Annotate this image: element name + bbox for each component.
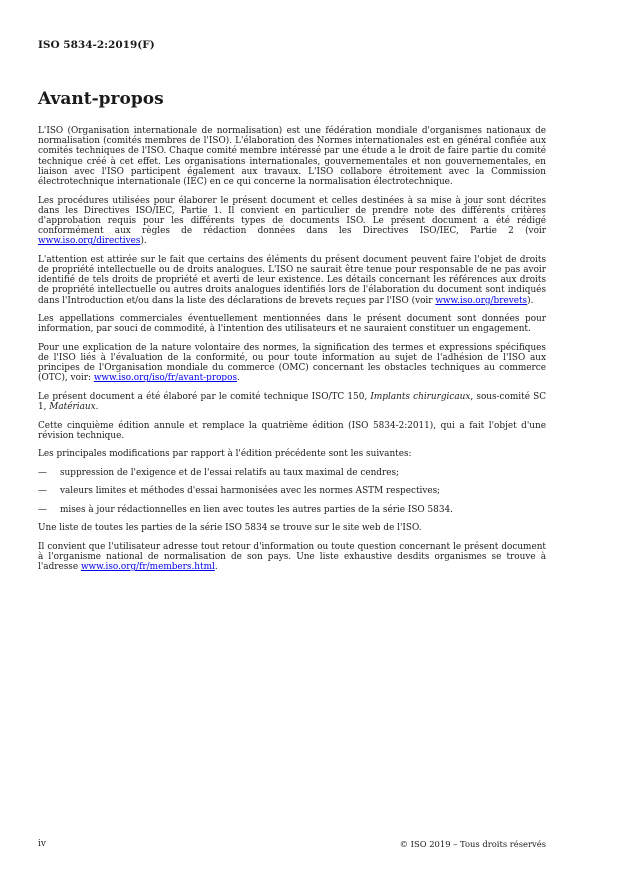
paragraph-text: L'attention est attirée sur le fait que certains des éléments du présent document peuvent faire l'objet de droits de propriété intellectuelle ou de droits analogues. L'ISO ne saurait être tenue pour responsable de ne pas avoir identifié de tels droits de propriété et averti de leur existence. Les détails concernant les références aux droits de propriété intellectuelle ou autres droits analogues identifiés lors de l'élaboration du document sont indiqués dans l'Introduction et/ou dans la liste des déclarations de brevets reçues par l'ISO (voir — [38, 254, 546, 306]
foreword-link[interactable]: www.iso.org/iso/fr/avant-propos — [93, 373, 237, 384]
list-item — [38, 468, 546, 478]
paragraph-patents — [38, 255, 546, 306]
paragraph-end: . — [237, 373, 240, 384]
paragraph-feedback — [38, 542, 546, 573]
members-link[interactable]: www.iso.org/fr/members.html — [80, 562, 215, 573]
paragraph-end: . — [95, 402, 99, 413]
dash-bullet: — — [38, 486, 47, 497]
paragraph-committee — [38, 392, 546, 412]
page-title: Avant-propos — [38, 89, 164, 109]
paragraph-voluntary-nature — [38, 343, 546, 384]
copyright-notice: © ISO 2019 – Tous droits réservés — [399, 839, 546, 849]
paragraph-end: ). — [527, 295, 534, 306]
list-item-text: mises à jour rédactionnelles en lien avec toutes les autres parties de la série ISO 5834. — [60, 504, 453, 515]
directives-link[interactable]: www.iso.org/directives — [38, 236, 141, 247]
list-item-text: valeurs limites et méthodes d'essai harmonisées avec les normes ASTM respectives; — [60, 486, 441, 497]
paragraph-text: Il convient que l'utilisateur adresse tout retour d'information ou toute question concernant le présent document à l'organisme national de normalisation de son pays. Une liste exhaustive desdits organismes se trouve à l'adresse — [38, 541, 546, 573]
paragraph-iso-intro: L'ISO (Organisation internationale de normalisation) est une fédération mondiale d'organismes nationaux de normalisation (comités membres de l'ISO). L'élaboration des Normes internationales est en général confiée aux comités techniques de l'ISO. Chaque comité membre intéressé par une étude a le droit de faire partie du comité technique créé à cet effet. Les organisations internationales, gouvernementales et non gouvernementales, en liaison avec l'ISO participent également aux travaux. L'ISO collabore étroitement avec la Commission électrotechnique internationale (IEC) en ce qui concerne la normalisation électrotechnique. — [38, 126, 546, 188]
list-item-text: suppression de l'exigence et de l'essai relatifs au taux maximal de cendres; — [60, 467, 400, 478]
patents-link[interactable]: www.iso.org/brevets — [435, 295, 528, 306]
paragraph-changes-intro: Les principales modifications par rapport à l'édition précédente sont les suivantes: — [38, 449, 412, 460]
paragraph-text: Les procédures utilisées pour élaborer le présent document et celles destinées à sa mise à jour sont décrites dans les Directives ISO/IEC, Partie 1. Il convient en particulier de prendre note des différents critères d'approbation requis pour les différents types de documents ISO. Le présent document a été rédigé conformément aux règles de rédaction données dans les Directives ISO/IEC, Partie 2 (voir — [38, 195, 546, 237]
paragraph-procedures — [38, 196, 546, 247]
paragraph-text: Le présent document a été élaboré par le comité technique ISO/TC 150, — [38, 391, 371, 402]
paragraph-end: ). — [140, 236, 147, 247]
page-number: iv — [38, 839, 46, 849]
paragraph-series-list: Une liste de toutes les parties de la série ISO 5834 se trouve sur le site web de l'ISO. — [38, 523, 422, 534]
paragraph-text-mid: , sous-comité SC 1, — [38, 391, 547, 413]
document-id: ISO 5834-2:2019(F) — [38, 39, 155, 51]
subcommittee-name: Matériaux — [49, 402, 96, 413]
paragraph-edition: Cette cinquième édition annule et remplace la quatrième édition (ISO 5834-2:2011), qui a fait l'objet d'une révision technique. — [38, 420, 546, 441]
paragraph-trade-names: Les appellations commerciales éventuellement mentionnées dans le présent document sont données pour information, par souci de commodité, à l'intention des utilisateurs et ne sauraient constituer un engagement. — [38, 314, 546, 335]
paragraph-end: . — [214, 562, 218, 573]
list-item — [38, 505, 546, 515]
foreword-body — [38, 126, 546, 572]
paragraph-text: Pour une explication de la nature volontaire des normes, la signification des termes et expressions spécifiques de l'ISO liés à l'évaluation de la conformité, ou pour toute information au sujet de l'adhésion de l'ISO aux principes de l'Organisation mondiale du commerce (OMC) concernant les obstacles techniques au commerce (OTC), voir: — [38, 342, 546, 384]
committee-name: Implants chirurgicaux — [370, 391, 471, 402]
dash-bullet: — — [38, 467, 47, 478]
list-item — [38, 486, 546, 496]
dash-bullet: — — [38, 504, 47, 515]
changes-list — [38, 468, 546, 515]
